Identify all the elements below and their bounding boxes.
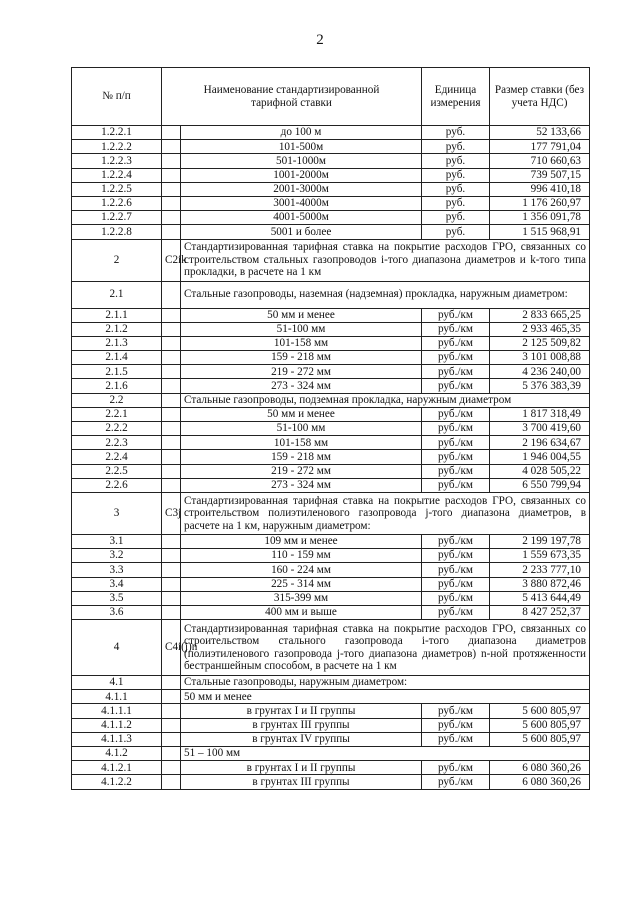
row-code: 1.2.2.2 xyxy=(72,140,162,154)
row-name: 51-100 мм xyxy=(181,422,422,436)
row-price: 6 080 360,26 xyxy=(490,775,590,789)
row-price: 2 199 197,78 xyxy=(490,534,590,548)
table-row xyxy=(72,436,590,450)
row-code: 2.2.5 xyxy=(72,464,162,478)
row-spacer xyxy=(162,775,181,789)
row-spacer xyxy=(162,704,181,718)
row-spacer xyxy=(162,211,181,225)
table-row xyxy=(72,549,590,563)
table-row xyxy=(72,478,590,492)
row-code: 2.1.4 xyxy=(72,351,162,365)
row-code: 2.2.4 xyxy=(72,450,162,464)
row-price: 8 427 252,37 xyxy=(490,605,590,619)
row-symbol: C2ik xyxy=(162,239,181,281)
row-code: 4 xyxy=(72,620,162,676)
row-spacer xyxy=(162,676,181,690)
table-row xyxy=(72,591,590,605)
row-name: в грунтах I и II группы xyxy=(181,704,422,718)
row-name: Стандартизированная тарифная ставка на покрытие расходов ГРО, связанных со строительством стального газопровода i-того диапазона диаметров (полиэтиленового газопровода j-того диапазона диаметров) n-ной протяженности бестраншейным способом, в расчете на 1 км xyxy=(181,620,590,676)
row-price: 2 233 777,10 xyxy=(490,563,590,577)
row-name: Стальные газопроводы, наземная (надземная) прокладка, наружным диаметром: xyxy=(181,281,590,308)
row-spacer xyxy=(162,336,181,350)
row-price: 1 356 091,78 xyxy=(490,211,590,225)
row-price: 5 600 805,97 xyxy=(490,704,590,718)
table-row xyxy=(72,379,590,393)
row-name: 4001-5000м xyxy=(181,211,422,225)
header-rate: Размер ставки (без учета НДС) xyxy=(490,68,590,126)
row-unit: руб. xyxy=(422,196,490,210)
row-unit: руб./км xyxy=(422,436,490,450)
row-unit: руб./км xyxy=(422,336,490,350)
row-name: 50 мм и менее xyxy=(181,308,422,322)
row-name: 400 мм и выше xyxy=(181,605,422,619)
row-code: 4.1.1.1 xyxy=(72,704,162,718)
row-spacer xyxy=(162,732,181,746)
row-name: до 100 м xyxy=(181,126,422,140)
row-spacer xyxy=(162,225,181,239)
row-code: 3 xyxy=(72,492,162,534)
table-row xyxy=(72,761,590,775)
row-code: 2.1 xyxy=(72,281,162,308)
table-row xyxy=(72,351,590,365)
row-code: 3.6 xyxy=(72,605,162,619)
row-code: 1.2.2.7 xyxy=(72,211,162,225)
row-name: 501-1000м xyxy=(181,154,422,168)
row-name: 51 – 100 мм xyxy=(181,747,590,761)
row-name: 101-158 мм xyxy=(181,336,422,350)
row-spacer xyxy=(162,168,181,182)
row-code: 4.1.2.2 xyxy=(72,775,162,789)
table-row xyxy=(72,308,590,322)
table-row xyxy=(72,168,590,182)
row-name: 3001-4000м xyxy=(181,196,422,210)
row-code: 4.1.1 xyxy=(72,690,162,704)
row-name: 160 - 224 мм xyxy=(181,563,422,577)
header-unit: Единица измерения xyxy=(422,68,490,126)
table-body xyxy=(72,126,590,790)
row-unit: руб./км xyxy=(422,605,490,619)
row-price: 1 176 260,97 xyxy=(490,196,590,210)
row-code: 1.2.2.1 xyxy=(72,126,162,140)
row-spacer xyxy=(162,478,181,492)
row-price: 4 028 505,22 xyxy=(490,464,590,478)
table-row xyxy=(72,563,590,577)
table-row xyxy=(72,365,590,379)
table-row xyxy=(72,225,590,239)
row-spacer xyxy=(162,422,181,436)
row-spacer xyxy=(162,747,181,761)
row-code: 2.2.2 xyxy=(72,422,162,436)
row-spacer xyxy=(162,591,181,605)
row-unit: руб./км xyxy=(422,591,490,605)
row-unit: руб. xyxy=(422,168,490,182)
table-row xyxy=(72,126,590,140)
row-price: 5 600 805,97 xyxy=(490,732,590,746)
table-row xyxy=(72,775,590,789)
row-unit: руб./км xyxy=(422,422,490,436)
row-name: 159 - 218 мм xyxy=(181,450,422,464)
row-code: 1.2.2.6 xyxy=(72,196,162,210)
row-price: 739 507,15 xyxy=(490,168,590,182)
row-code: 4.1.1.2 xyxy=(72,718,162,732)
row-price: 3 880 872,46 xyxy=(490,577,590,591)
table-row xyxy=(72,718,590,732)
row-price: 52 133,66 xyxy=(490,126,590,140)
table-row xyxy=(72,154,590,168)
table-row xyxy=(72,239,590,281)
table-row xyxy=(72,336,590,350)
row-spacer xyxy=(162,718,181,732)
row-name: 50 мм и менее xyxy=(181,690,590,704)
row-name: 101-158 мм xyxy=(181,436,422,450)
row-spacer xyxy=(162,534,181,548)
row-name: Стандартизированная тарифная ставка на покрытие расходов ГРО, связанных со строительством стальных газопроводов i-того диапазона диаметров и k-того типа прокладки, в расчете на 1 км xyxy=(181,239,590,281)
table-row xyxy=(72,211,590,225)
row-spacer xyxy=(162,761,181,775)
table-row xyxy=(72,492,590,534)
row-price: 1 515 968,91 xyxy=(490,225,590,239)
row-unit: руб./км xyxy=(422,351,490,365)
row-name: в грунтах I и II группы xyxy=(181,761,422,775)
row-price: 1 946 004,55 xyxy=(490,450,590,464)
row-unit: руб./км xyxy=(422,450,490,464)
row-spacer xyxy=(162,351,181,365)
row-spacer xyxy=(162,126,181,140)
row-code: 2.2.6 xyxy=(72,478,162,492)
table-row xyxy=(72,182,590,196)
row-unit: руб./км xyxy=(422,732,490,746)
row-name: 51-100 мм xyxy=(181,322,422,336)
row-unit: руб. xyxy=(422,126,490,140)
row-unit: руб./км xyxy=(422,549,490,563)
row-name: в грунтах III группы xyxy=(181,718,422,732)
table-row xyxy=(72,605,590,619)
row-code: 2.2.1 xyxy=(72,407,162,421)
row-spacer xyxy=(162,549,181,563)
row-price: 3 700 419,60 xyxy=(490,422,590,436)
row-price: 1 817 318,49 xyxy=(490,407,590,421)
row-unit: руб./км xyxy=(422,322,490,336)
row-name: 315-399 мм xyxy=(181,591,422,605)
row-unit: руб./км xyxy=(422,761,490,775)
row-symbol: C3j xyxy=(162,492,181,534)
row-price: 2 833 665,25 xyxy=(490,308,590,322)
row-symbol: C4i(j)n xyxy=(162,620,181,676)
row-code: 3.2 xyxy=(72,549,162,563)
table-row xyxy=(72,196,590,210)
row-price: 5 600 805,97 xyxy=(490,718,590,732)
row-unit: руб./км xyxy=(422,704,490,718)
header-name: Наименование стандартизированной тарифной ставки xyxy=(162,68,422,126)
row-unit: руб./км xyxy=(422,379,490,393)
table-row xyxy=(72,464,590,478)
row-name: 225 - 314 мм xyxy=(181,577,422,591)
row-spacer xyxy=(162,322,181,336)
row-spacer xyxy=(162,450,181,464)
row-code: 2 xyxy=(72,239,162,281)
row-code: 3.4 xyxy=(72,577,162,591)
row-unit: руб./км xyxy=(422,407,490,421)
table-row xyxy=(72,322,590,336)
row-code: 2.2.3 xyxy=(72,436,162,450)
row-spacer xyxy=(162,436,181,450)
table-header-row xyxy=(72,68,590,126)
row-name: 110 - 159 мм xyxy=(181,549,422,563)
table-row xyxy=(72,393,590,407)
row-name: 219 - 272 мм xyxy=(181,365,422,379)
tariff-table xyxy=(71,67,590,790)
row-name: 5001 и более xyxy=(181,225,422,239)
row-spacer xyxy=(162,140,181,154)
row-spacer xyxy=(162,379,181,393)
row-name: 159 - 218 мм xyxy=(181,351,422,365)
table-row xyxy=(72,620,590,676)
row-price: 1 559 673,35 xyxy=(490,549,590,563)
row-name: Стальные газопроводы, наружным диаметром: xyxy=(181,676,590,690)
row-code: 4.1 xyxy=(72,676,162,690)
row-code: 2.1.6 xyxy=(72,379,162,393)
row-spacer xyxy=(162,154,181,168)
table-row xyxy=(72,747,590,761)
table-row xyxy=(72,407,590,421)
row-unit: руб./км xyxy=(422,577,490,591)
row-code: 2.1.2 xyxy=(72,322,162,336)
row-unit: руб./км xyxy=(422,308,490,322)
row-price: 6 550 799,94 xyxy=(490,478,590,492)
row-price: 996 410,18 xyxy=(490,182,590,196)
row-name: Стандартизированная тарифная ставка на покрытие расходов ГРО, связанных со строительством полиэтиленового газопровода j-того диапазона диаметров, в расчете на 1 км, наружным диаметром: xyxy=(181,492,590,534)
row-name: в грунтах IV группы xyxy=(181,732,422,746)
row-spacer xyxy=(162,605,181,619)
row-code: 1.2.2.3 xyxy=(72,154,162,168)
row-spacer xyxy=(162,196,181,210)
row-price: 5 376 383,39 xyxy=(490,379,590,393)
row-name: Стальные газопроводы, подземная прокладка, наружным диаметром xyxy=(181,393,590,407)
row-spacer xyxy=(162,365,181,379)
table-row xyxy=(72,534,590,548)
row-name: 109 мм и менее xyxy=(181,534,422,548)
row-price: 2 196 634,67 xyxy=(490,436,590,450)
row-unit: руб./км xyxy=(422,563,490,577)
row-price: 177 791,04 xyxy=(490,140,590,154)
row-spacer xyxy=(162,393,181,407)
page-number: 2 xyxy=(316,32,324,48)
table-row xyxy=(72,281,590,308)
row-unit: руб./км xyxy=(422,464,490,478)
row-unit: руб./км xyxy=(422,478,490,492)
row-code: 4.1.2 xyxy=(72,747,162,761)
row-code: 2.1.5 xyxy=(72,365,162,379)
row-price: 2 125 509,82 xyxy=(490,336,590,350)
table-row xyxy=(72,577,590,591)
row-name: 273 - 324 мм xyxy=(181,478,422,492)
row-price: 4 236 240,00 xyxy=(490,365,590,379)
row-name: 273 - 324 мм xyxy=(181,379,422,393)
table-row xyxy=(72,732,590,746)
row-spacer xyxy=(162,577,181,591)
row-code: 2.1.3 xyxy=(72,336,162,350)
row-unit: руб./км xyxy=(422,718,490,732)
row-unit: руб./км xyxy=(422,775,490,789)
row-unit: руб. xyxy=(422,182,490,196)
row-code: 2.2 xyxy=(72,393,162,407)
row-price: 2 933 465,35 xyxy=(490,322,590,336)
row-code: 4.1.2.1 xyxy=(72,761,162,775)
row-unit: руб. xyxy=(422,211,490,225)
row-unit: руб. xyxy=(422,140,490,154)
row-code: 4.1.1.3 xyxy=(72,732,162,746)
row-name: в грунтах III группы xyxy=(181,775,422,789)
row-unit: руб. xyxy=(422,154,490,168)
row-spacer xyxy=(162,464,181,478)
row-name: 2001-3000м xyxy=(181,182,422,196)
row-price: 710 660,63 xyxy=(490,154,590,168)
table-row xyxy=(72,422,590,436)
row-code: 3.5 xyxy=(72,591,162,605)
row-name: 1001-2000м xyxy=(181,168,422,182)
row-unit: руб./км xyxy=(422,365,490,379)
row-price: 6 080 360,26 xyxy=(490,761,590,775)
header-num: № п/п xyxy=(72,68,162,126)
row-name: 101-500м xyxy=(181,140,422,154)
row-spacer xyxy=(162,182,181,196)
row-name: 219 - 272 мм xyxy=(181,464,422,478)
table-row xyxy=(72,704,590,718)
row-code: 2.1.1 xyxy=(72,308,162,322)
table-row xyxy=(72,690,590,704)
row-code: 1.2.2.5 xyxy=(72,182,162,196)
row-code: 1.2.2.4 xyxy=(72,168,162,182)
row-spacer xyxy=(162,407,181,421)
row-name: 50 мм и менее xyxy=(181,407,422,421)
table-row xyxy=(72,140,590,154)
row-price: 3 101 008,88 xyxy=(490,351,590,365)
row-price: 5 413 644,49 xyxy=(490,591,590,605)
row-unit: руб./км xyxy=(422,534,490,548)
row-spacer xyxy=(162,563,181,577)
row-spacer xyxy=(162,308,181,322)
row-spacer xyxy=(162,281,181,308)
row-code: 3.1 xyxy=(72,534,162,548)
row-unit: руб. xyxy=(422,225,490,239)
table-row xyxy=(72,450,590,464)
table-row xyxy=(72,676,590,690)
row-code: 3.3 xyxy=(72,563,162,577)
row-code: 1.2.2.8 xyxy=(72,225,162,239)
row-spacer xyxy=(162,690,181,704)
